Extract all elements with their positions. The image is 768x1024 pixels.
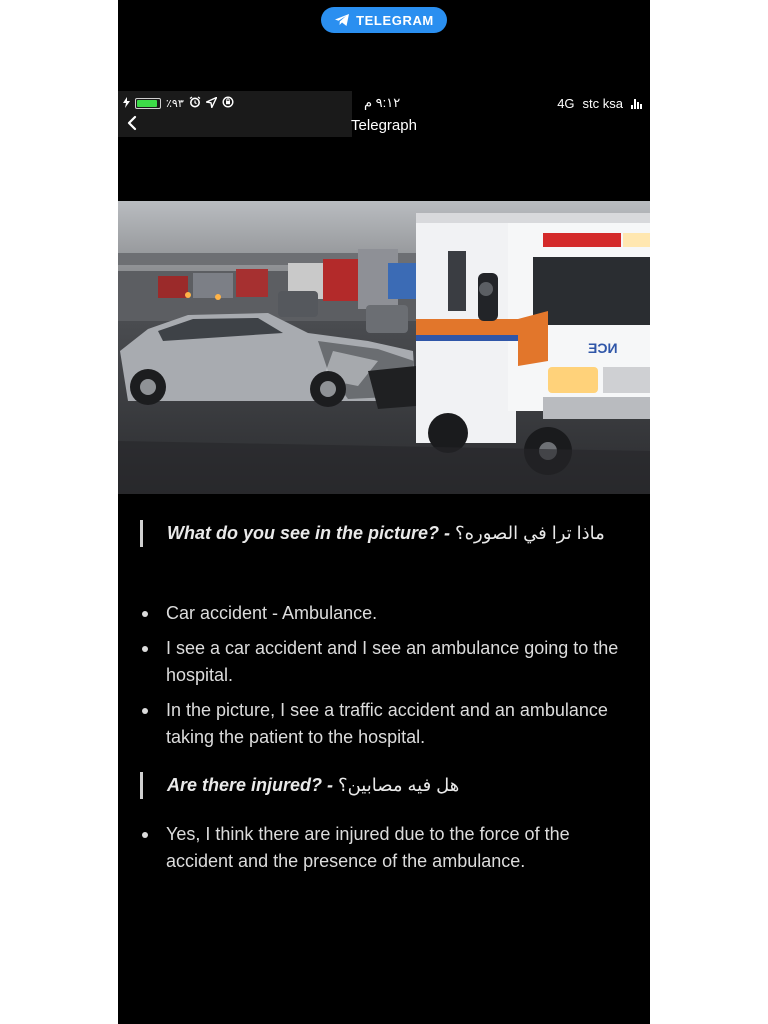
question-one-arabic: ماذا ترا في الصوره؟: [455, 523, 605, 543]
signal-icon: [631, 99, 642, 109]
question-two-arabic: هل فيه مصابين؟: [338, 775, 460, 795]
status-bar-left: [123, 96, 234, 111]
question-one: [140, 520, 627, 547]
list-item: I see a car accident and I see an ambulance going to the hospital.: [140, 635, 630, 689]
list-item: In the picture, I see a traffic accident and an ambulance taking the patient to the hospital.: [140, 697, 630, 751]
telegram-plane-icon: [334, 13, 350, 27]
phone-screen: [118, 0, 650, 1024]
question-two-english: Are there injured? -: [167, 775, 334, 795]
status-bar-right: [557, 96, 642, 111]
telegram-badge[interactable]: [321, 7, 447, 33]
question-one-english: What do you see in the picture? -: [167, 523, 451, 543]
question-two: [140, 772, 627, 799]
location-arrow-icon: [206, 97, 217, 111]
car-accident-with-ambulance-photo: [118, 201, 650, 494]
network-type: 4G: [557, 96, 575, 111]
battery-percent: ٪٩٣: [166, 98, 184, 110]
list-item: Car accident - Ambulance.: [140, 600, 630, 627]
charging-icon: [123, 97, 130, 111]
lock-rotation-icon: [222, 96, 234, 111]
page-title: Telegraph: [351, 117, 417, 134]
carrier-name: stc ksa: [582, 96, 623, 111]
svg-text:ƎƆИ: ƎƆИ: [588, 340, 618, 356]
answers-two-list: [140, 821, 630, 883]
answers-one-list: [140, 600, 630, 759]
battery-icon: [135, 98, 161, 109]
alarm-icon: [189, 96, 201, 111]
list-item: Yes, I think there are injured due to the force of the accident and the presence of the ambulance.: [140, 821, 630, 875]
telegram-badge-label: TELEGRAM: [356, 12, 434, 28]
status-time: ٩:١٢ م: [364, 95, 401, 110]
